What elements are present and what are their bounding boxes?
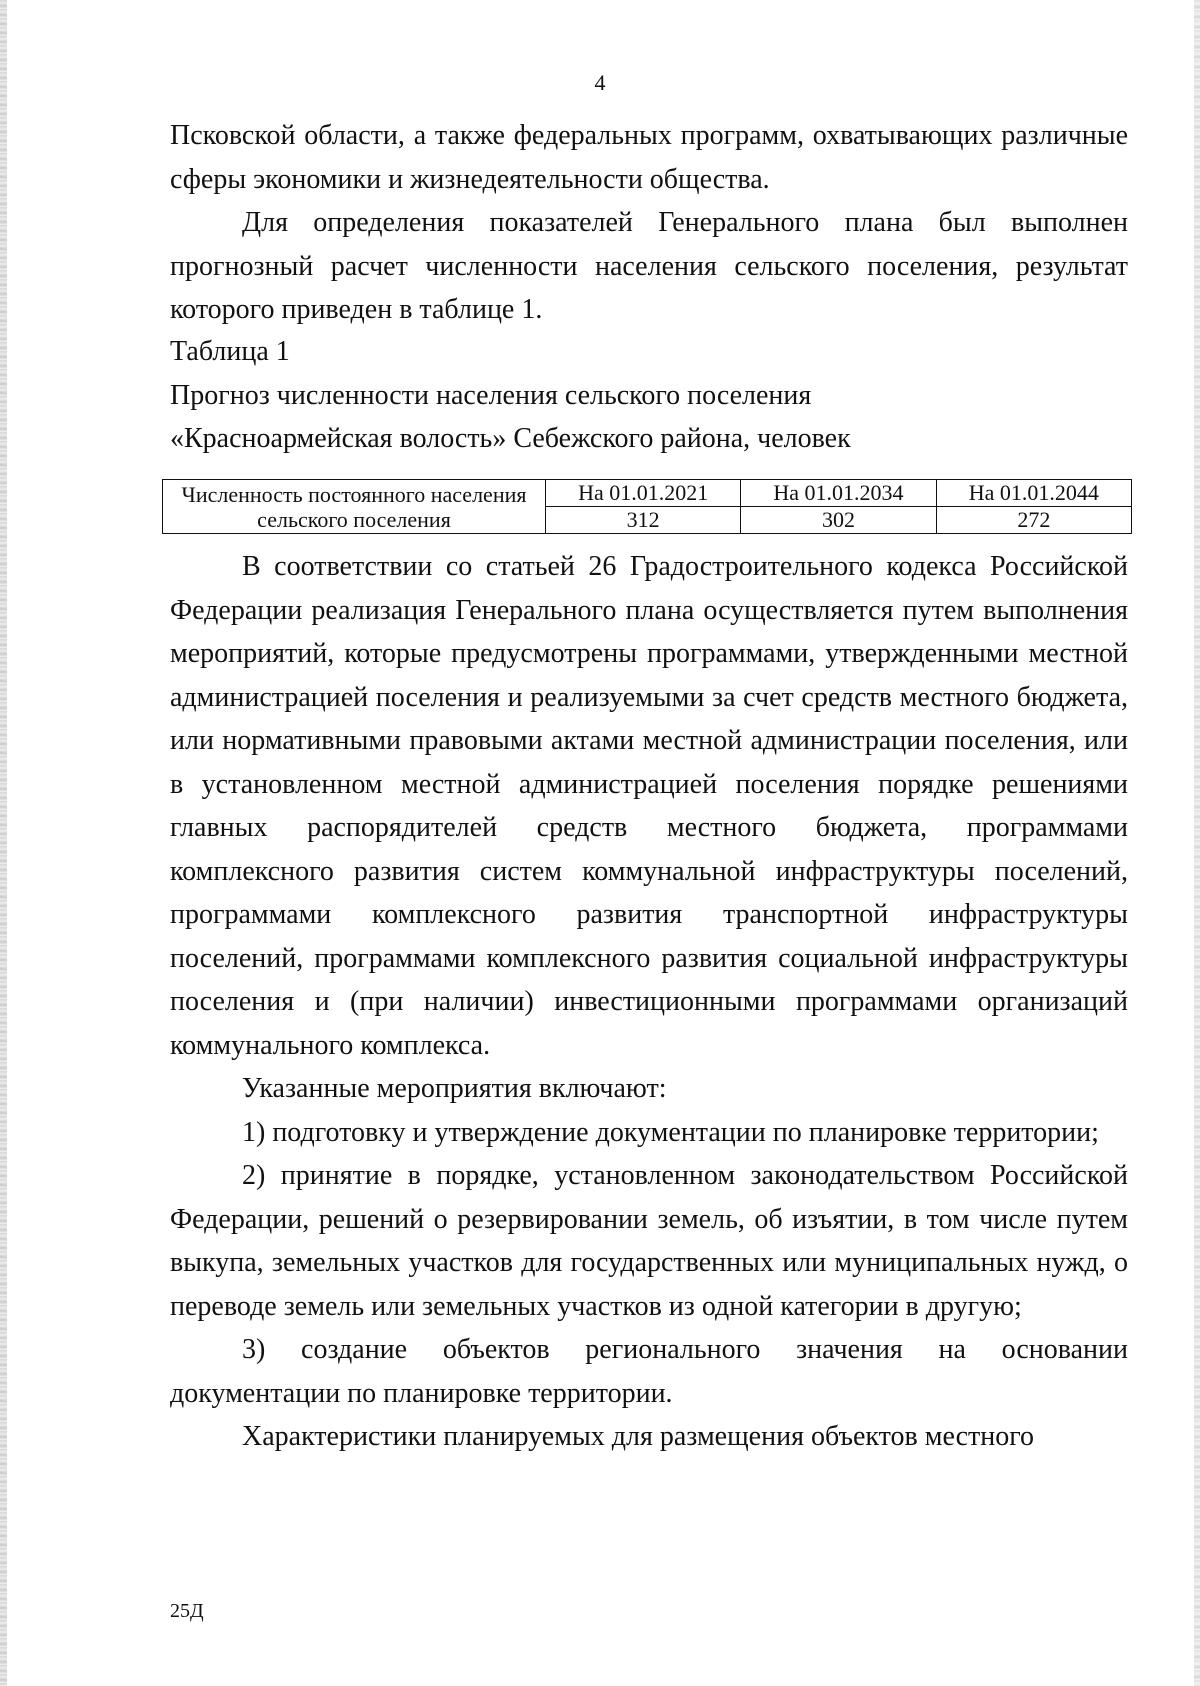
- footer-code: 25Д: [170, 1600, 204, 1622]
- paragraph: Псковской области, а также федеральных программ, охватывающих различные сферы экономики и жизнедеятельности общества.: [170, 120, 1128, 195]
- list-item: 2) принятие в порядке, установленном законодательством Российской Федерации, решений о резервировании земель, об изъятии, в том числе путем выкупа, земельных участков для государственных или муниципальных нужд, о переводе земель или земельных участков из одной категории в другую;: [170, 1160, 1128, 1322]
- population-table-wrap: [162, 479, 1132, 534]
- table-column-header: На 01.01.2021: [546, 480, 741, 507]
- table-row: [163, 480, 1132, 507]
- table-cell: 312: [546, 507, 741, 534]
- population-table: [162, 479, 1132, 534]
- intro-text: [170, 114, 1128, 332]
- paragraph: В соответствии со статьей 26 Градостроительного кодекса Российской Федерации реализация Генерального плана осуществляется путем выполнения мероприятий, которые предусмотрены программами, утвержденными местной администрацией поселения и реализуемыми за счет средств местного бюджета, или нормативными правовыми актами местной администрации поселения, или в установленном местной администрацией поселения порядке решениями главных распорядителей средств местного бюджета, программами комплексного развития систем коммунальной инфраструктуры поселений, программами комплексного развития транспортной инфраструктуры поселений, программами комплексного развития социальной инфраструктуры поселения и (при наличии) инвестиционными программами организаций коммунального комплекса.: [170, 551, 1128, 1061]
- table-title-line2: «Красноармейская волость» Себежского района, человек: [170, 423, 851, 454]
- table-cell: 272: [936, 507, 1131, 534]
- page-number: 4: [594, 70, 606, 95]
- table-column-header: На 01.01.2044: [936, 480, 1131, 507]
- table-title-line1: Прогноз численности населения сельского поселения: [170, 379, 812, 411]
- list-item: 3) создание объектов регионального значения на основании документации по планировке территории.: [170, 1334, 1128, 1409]
- body-text: [170, 545, 1128, 1459]
- table-caption: [170, 330, 1128, 461]
- scan-edge-right: [1194, 0, 1200, 1686]
- list-item: 1) подготовку и утверждение документации по планировке территории;: [242, 1116, 1099, 1148]
- paragraph: Для определения показателей Генерального плана был выполнен прогнозный расчет численности населения сельского поселения, результат которого приведен в таблице 1.: [170, 207, 1128, 325]
- scan-edge-left: [0, 0, 7, 1686]
- paragraph: Характеристики планируемых для размещения объектов местного: [242, 1421, 1034, 1452]
- table-column-header: На 01.01.2034: [741, 480, 936, 507]
- table-row-header: Численность постоянного населения сельского поселения: [163, 480, 546, 534]
- paragraph: Указанные мероприятия включают:: [242, 1073, 667, 1104]
- table-label: Таблица 1: [170, 336, 290, 367]
- table-cell: 302: [741, 507, 936, 534]
